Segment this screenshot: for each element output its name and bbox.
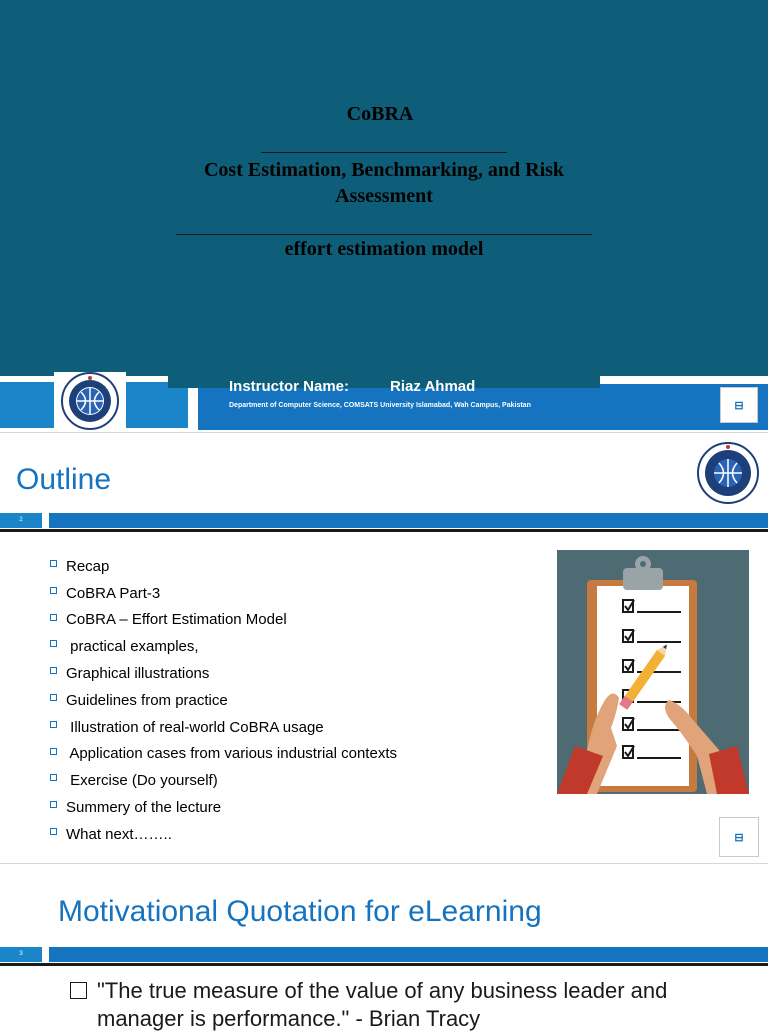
slide-title: CoBRA xyxy=(346,103,414,125)
list-item: CoBRA Part-3 xyxy=(50,580,397,607)
list-item: CoBRA – Effort Estimation Model xyxy=(50,607,397,634)
instructor-name: Riaz Ahmad xyxy=(390,378,476,395)
bullet-square-icon xyxy=(50,774,57,781)
comsats-logo-icon xyxy=(54,372,126,430)
bullet-square-icon xyxy=(50,560,57,567)
bullet-square-icon xyxy=(50,640,57,647)
outline-list xyxy=(50,553,397,848)
model-heading: effort estimation model xyxy=(284,238,484,260)
list-item: Graphical illustrations xyxy=(50,660,397,687)
title-slide xyxy=(0,0,768,430)
subtitle-divider xyxy=(176,234,592,235)
bullet-square-icon xyxy=(50,748,57,755)
header-band xyxy=(49,947,768,962)
quotation-title: Motivational Quotation for eLearning xyxy=(58,895,542,928)
list-item: Recap xyxy=(50,553,397,580)
document-icon[interactable]: ⊟ xyxy=(719,817,759,857)
department-text: Department of Computer Science, COMSATS University Islamabad, Wah Campus, Pakistan xyxy=(229,402,531,409)
bullet-square-icon xyxy=(50,828,57,835)
list-item: Exercise (Do yourself) xyxy=(50,767,397,794)
slide-number: 2 xyxy=(0,513,42,528)
bullet-square-icon xyxy=(50,694,57,701)
bullet-square-icon xyxy=(50,614,57,621)
list-item: What next…….. xyxy=(50,821,397,848)
title-divider xyxy=(261,152,507,153)
university-logo-small xyxy=(696,441,760,505)
header-band xyxy=(49,513,768,528)
list-item: Guidelines from practice xyxy=(50,687,397,714)
bullet-square-icon xyxy=(50,801,57,808)
list-item: Application cases from various industrial contexts xyxy=(50,741,397,768)
slide-number: 3 xyxy=(0,947,42,962)
outline-title: Outline xyxy=(16,463,112,496)
slide-subtitle: Cost Estimation, Benchmarking, and Risk Assessment xyxy=(203,159,565,207)
bullet-square-icon xyxy=(50,667,57,674)
bullet-square-icon xyxy=(50,587,57,594)
bullet-square-icon xyxy=(50,721,57,728)
list-item: Illustration of real-world CoBRA usage xyxy=(50,714,397,741)
checklist-clipboard-icon xyxy=(557,550,749,794)
comsats-logo-icon xyxy=(696,441,760,505)
header-underline xyxy=(0,963,768,966)
instructor-label: Instructor Name: xyxy=(229,378,350,395)
header-underline xyxy=(0,529,768,532)
university-logo xyxy=(54,372,126,430)
quotation-text: "The true measure of the value of any business leader and manager is performance." - Brian Tracy xyxy=(70,977,730,1033)
list-item: practical examples, xyxy=(50,633,397,660)
document-icon[interactable]: ⊟ xyxy=(720,387,758,423)
bullet-square-icon xyxy=(70,982,87,999)
list-item: Summery of the lecture xyxy=(50,794,397,821)
